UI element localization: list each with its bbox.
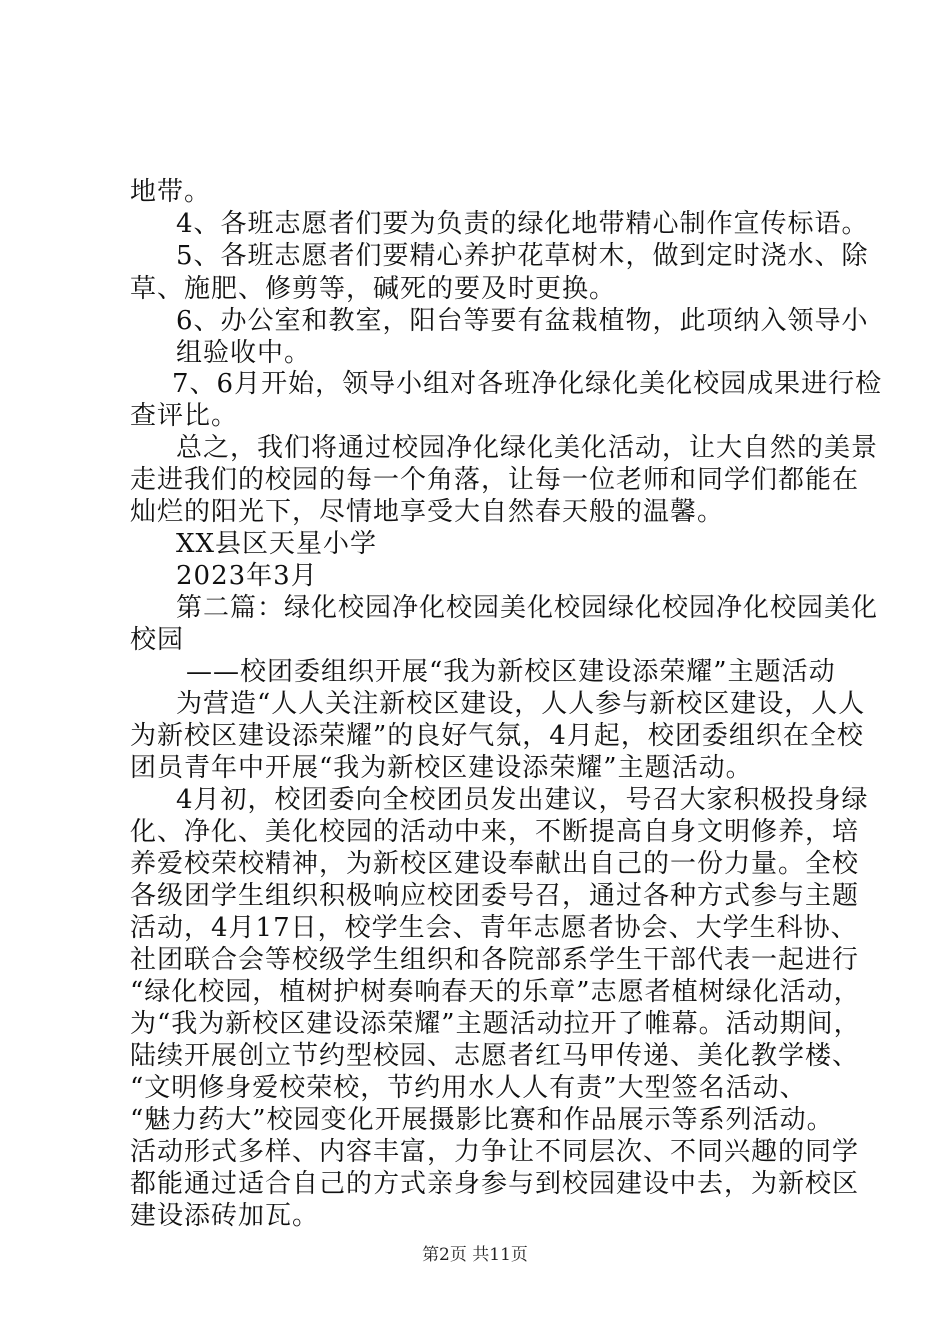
text-line: 地带。 (130, 177, 212, 207)
text-line: 社团联合会等校级学生组织和各院部系学生干部代表一起进行 (130, 945, 860, 975)
text-line: 灿烂的阳光下，尽情地享受大自然春天般的温馨。 (130, 497, 725, 527)
text-line: 草、施肥、修剪等，碱死的要及时更换。 (130, 274, 617, 304)
text-line: 建设添砖加瓦。 (130, 1201, 320, 1231)
text-line: 4、各班志愿者们要为负责的绿化地带精心制作宣传标语。 (176, 209, 869, 239)
text-line: 团员青年中开展“我为新校区建设添荣耀”主题活动。 (130, 753, 753, 783)
text-line: 活动形式多样、内容丰富，力争让不同层次、不同兴趣的同学 (130, 1137, 860, 1167)
text-line: 7、6月开始，领导小组对各班净化绿化美化校园成果进行检 (172, 369, 883, 399)
page-number-footer: 第2页 共11页 (422, 1245, 528, 1265)
text-line: 活动，4月17日，校学生会、青年志愿者协会、大学生科协、 (130, 913, 858, 943)
section-heading: 校园 (130, 625, 185, 655)
text-line: XX县区天星小学 (176, 529, 378, 559)
text-line: 各级团学生组织积极响应校团委号召，通过各种方式参与主题 (130, 881, 860, 911)
text-line: “魅力药大”校园变化开展摄影比赛和作品展示等系列活动。 (130, 1105, 834, 1135)
text-line: 走进我们的校园的每一个角落，让每一位老师和同学们都能在 (130, 465, 860, 495)
text-line: 为营造“人人关注新校区建设，人人参与新校区建设，人人 (176, 689, 866, 719)
text-line: 化、净化、美化校园的活动中来，不断提高自身文明修养，培 (130, 817, 860, 847)
text-line: 总之，我们将通过校园净化绿化美化活动，让大自然的美景 (176, 433, 879, 463)
section-heading: 第二篇：绿化校园净化校园美化校园绿化校园净化校园美化 (176, 593, 879, 623)
text-line: 陆续开展创立节约型校园、志愿者红马甲传递、美化教学楼、 (130, 1041, 860, 1071)
text-line: 查评比。 (130, 401, 239, 431)
text-line: “文明修身爱校荣校，节约用水人人有责”大型签名活动、 (130, 1073, 807, 1103)
text-line: 为新校区建设添荣耀”的良好气氛，4月起，校团委组织在全校 (130, 721, 864, 751)
text-line: 组验收中。 (176, 338, 312, 368)
text-line: 都能通过适合自己的方式亲身参与到校园建设中去，为新校区 (130, 1169, 860, 1199)
text-line: 4月初，校团委向全校团员发出建议，号召大家积极投身绿 (176, 785, 869, 815)
text-line: 6、办公室和教室，阳台等要有盆栽植物，此项纳入领导小 (176, 306, 869, 336)
text-line: 为“我为新校区建设添荣耀”主题活动拉开了帷幕。活动期间， (130, 1009, 861, 1039)
text-line: 5、各班志愿者们要精心养护花草树木，做到定时浇水、除 (176, 241, 869, 271)
section-subtitle: ——校团委组织开展“我为新校区建设添荣耀”主题活动 (186, 657, 836, 687)
text-line: 2023年3月 (176, 561, 318, 591)
text-line: 养爱校荣校精神，为新校区建设奉献出自己的一份力量。全校 (130, 849, 860, 879)
text-line: “绿化校园，植树护树奏响春天的乐章”志愿者植树绿化活动， (130, 977, 861, 1007)
